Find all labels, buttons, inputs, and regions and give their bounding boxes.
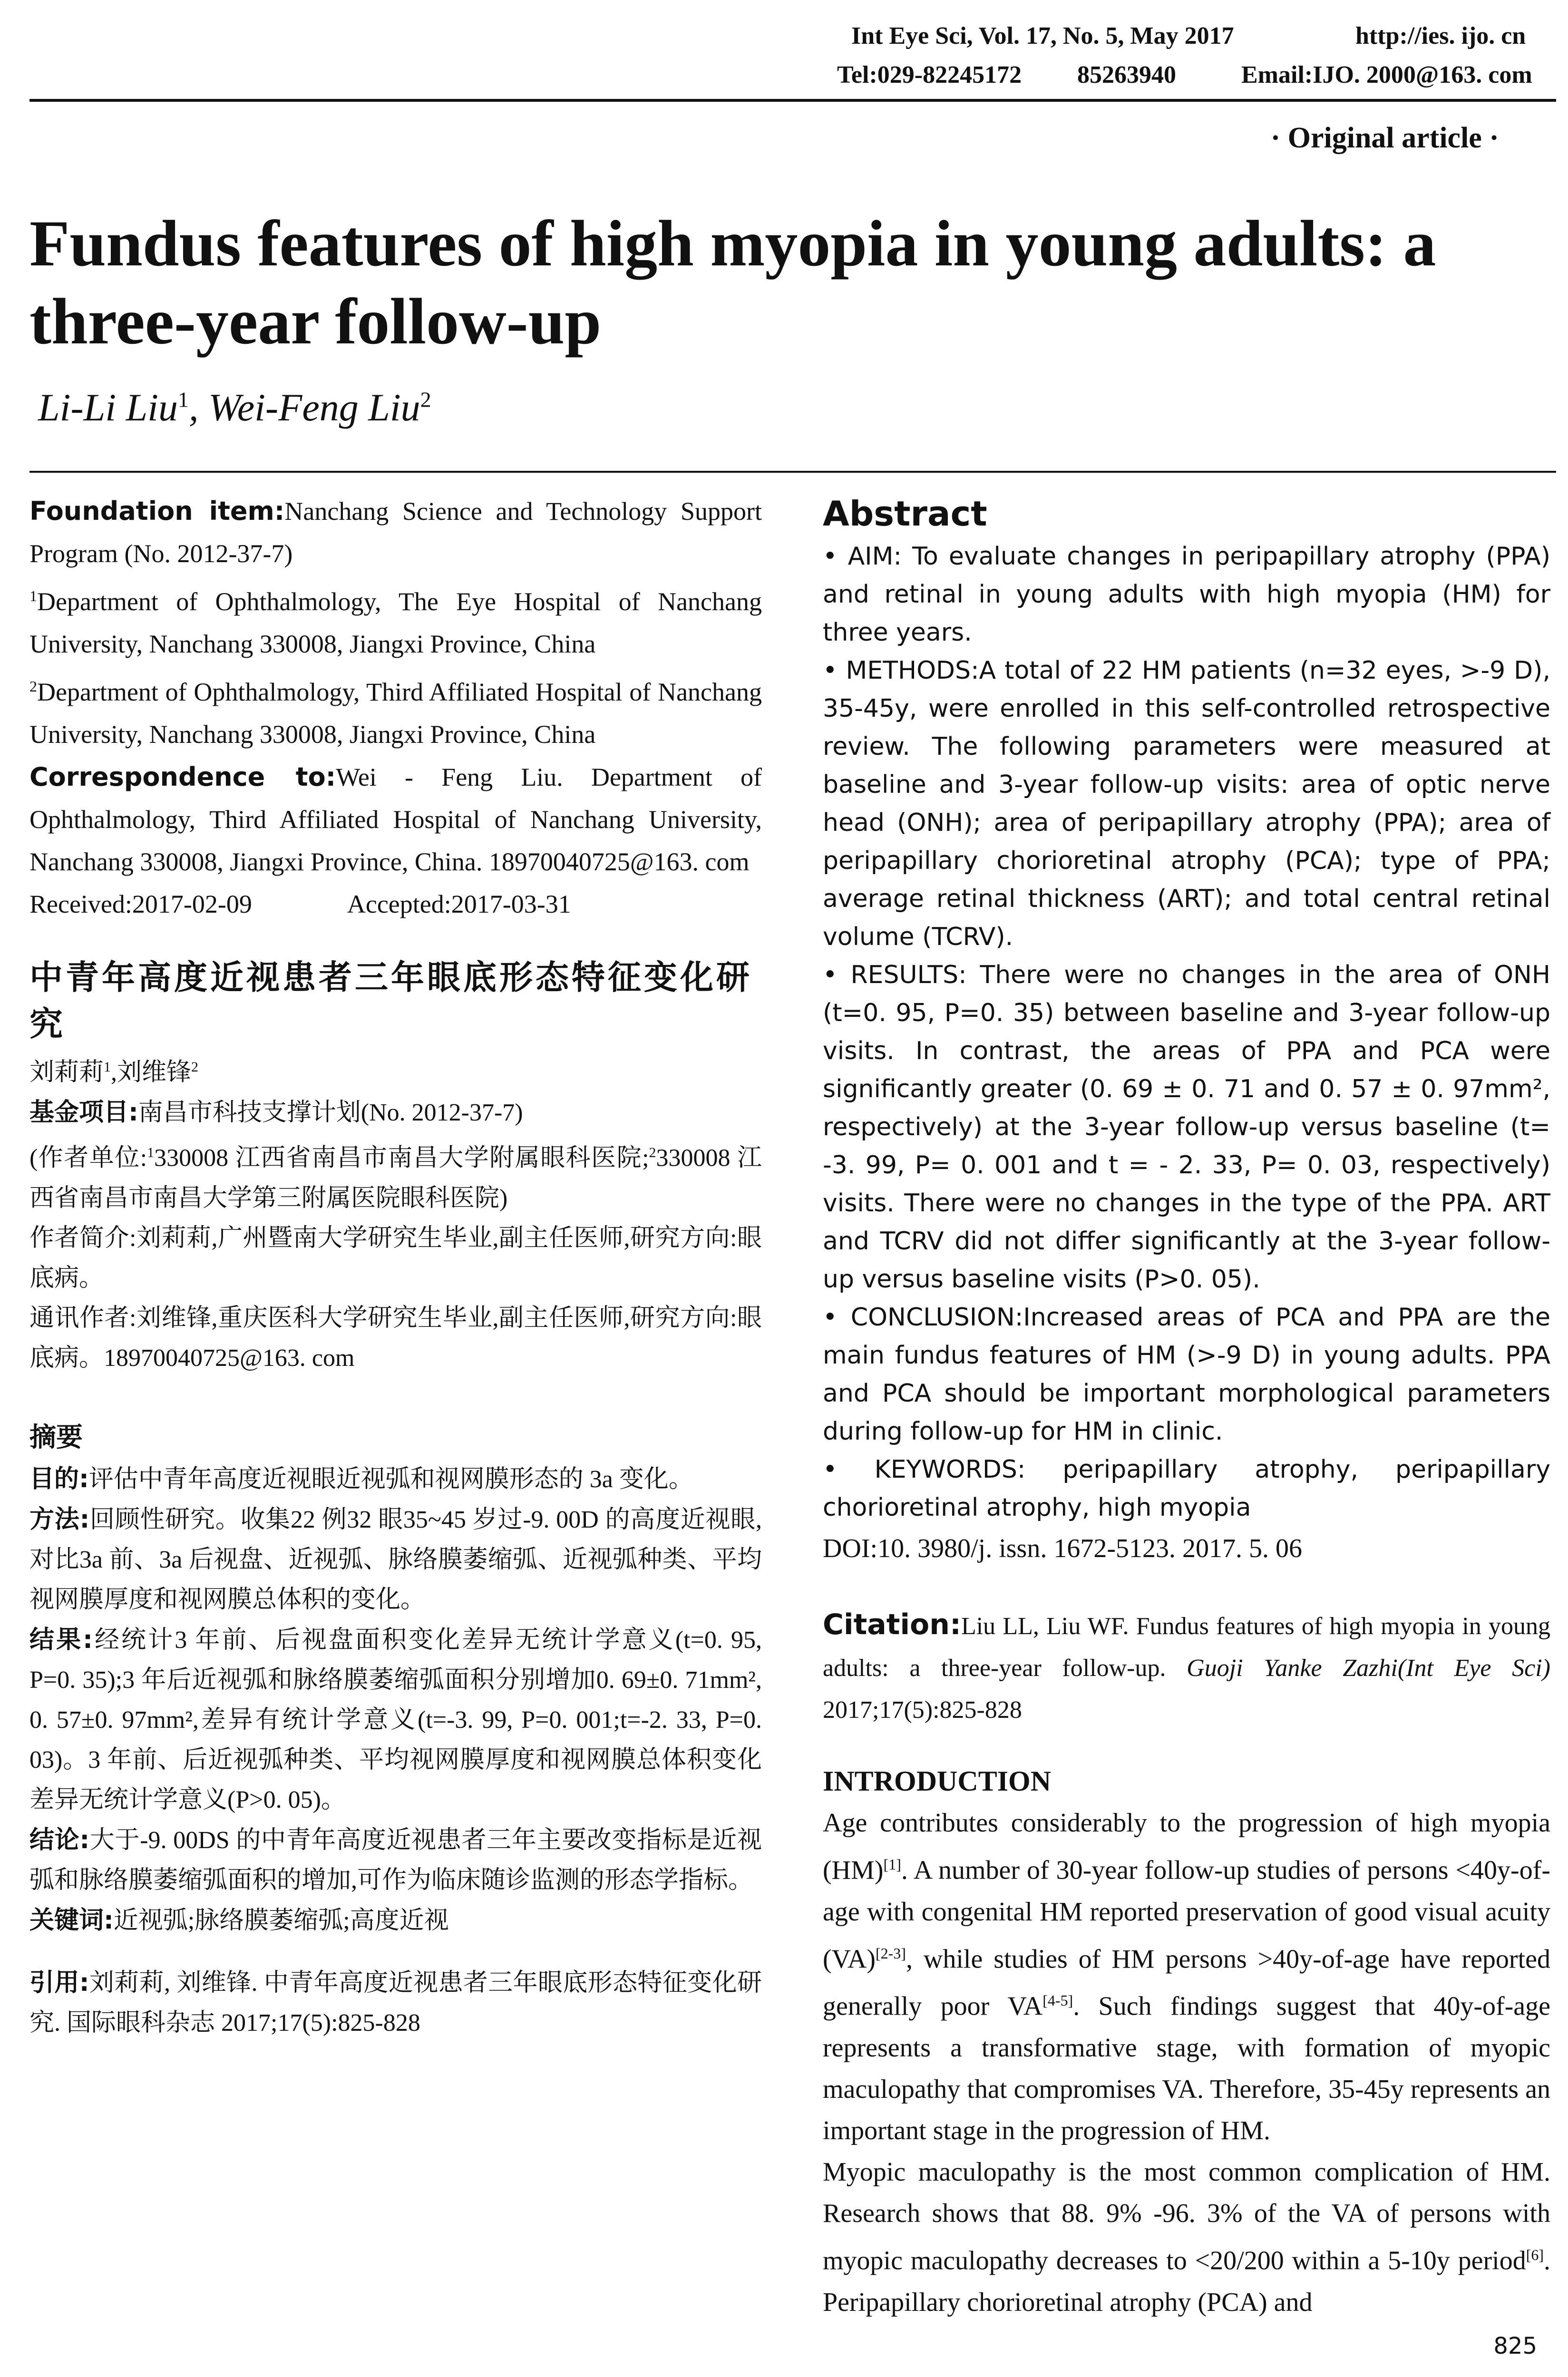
citation-journal: Guoji Yanke Zazhi(Int Eye Sci) <box>1187 1655 1550 1682</box>
chinese-author-2-sup: 2 <box>191 1059 199 1075</box>
chinese-citation-label: 引用: <box>29 1968 89 1997</box>
abstract-results-text: There were no changes in the area of ONH (t=0. 95, P=0. 35) between baseline and 3-year follow-up visits. In contrast, the areas of PPA and PCA were significantly greater (0. 69 ± 0. 71 and 0. 57 ± 0. 97mm², respectively) at the 3-year follow-up versus baseline (t= -3. 99, P= 0. 001 and t = - 2. 33, P= 0. 03, respectively) visits. There were no changes in the type of the PPA. ART and TCRV did not differ significantly at the 3-year follow-up versus baseline visits (P>0. 05). <box>823 961 1551 1294</box>
abstract-conclusion <box>823 1298 1550 1451</box>
chinese-authors <box>29 1047 762 1092</box>
intro-p1-text-b: . A number of 30-year follow-up studies of persons <40y-of-age with congenital HM reported preservation of good visual acuity (VA) <box>823 1855 1550 1974</box>
accepted-date: Accepted:2017-03-31 <box>347 890 571 918</box>
abstract-heading: Abstract <box>823 494 987 534</box>
page-number: 825 <box>1493 2333 1537 2359</box>
abstract-keywords-label: • KEYWORDS: <box>823 1455 1026 1484</box>
author-1-affiliation: 1 <box>177 387 189 412</box>
journal-email[interactable]: Email:IJO. 2000@163. com <box>1241 61 1532 88</box>
abstract-results <box>823 956 1550 1298</box>
affiliation-1 <box>29 575 762 665</box>
author-line <box>38 385 431 430</box>
citation-volume: 2017;17(5):825-828 <box>823 1696 1022 1724</box>
abstract-methods <box>823 652 1550 956</box>
foundation-text: Nanchang Science and Technology Support Program (No. 2012-37-7) <box>29 497 762 568</box>
chinese-result <box>29 1620 762 1820</box>
journal-citation: Int Eye Sci, Vol. 17, No. 5, May 2017 <box>851 22 1234 49</box>
article-title: Fundus features of high myopia in young adults: a three-year follow-up <box>29 207 1436 358</box>
chinese-conclusion-label: 结论: <box>29 1825 90 1854</box>
chinese-corresponding-author: 通讯作者:刘维锋,重庆医科大学研究生毕业,副主任医师,研究方向:眼底病。18970040725@163. com <box>29 1304 762 1372</box>
left-column <box>29 490 762 2043</box>
chinese-units-prefix: (作者单位: <box>29 1144 147 1172</box>
chinese-title: 中青年高度近视患者三年眼底形态特征变化研究 <box>29 958 752 1043</box>
chinese-author-sep: , <box>111 1059 117 1086</box>
journal-contact <box>837 61 1550 89</box>
intro-p2-text-b: . Peripapillary chorioretinal atrophy (PCA) and <box>823 2246 1550 2317</box>
abstract-aim-text: To evaluate changes in peripapillary atrophy (PPA) and retinal in young adults with high myopia (HM) for three years. <box>823 542 1550 647</box>
chinese-unit-1: 330008 江西省南昌市南昌大学附属眼科医院; <box>154 1144 649 1172</box>
introduction-paragraph-1 <box>823 1802 1550 2152</box>
chinese-fund <box>29 1092 762 1133</box>
chinese-unit-2: 330008 江西省南昌市南昌大学第三附属医院眼科医院) <box>29 1144 762 1212</box>
reference-4-5[interactable]: [4-5] <box>1042 1992 1073 2009</box>
abstract-results-label: • RESULTS: <box>823 961 967 989</box>
abstract-keywords-text: peripapillary atrophy, peripapillary chorioretinal atrophy, high myopia <box>823 1455 1551 1522</box>
chinese-keywords-label: 关键词: <box>29 1906 114 1935</box>
chinese-units <box>29 1133 762 1218</box>
chinese-method-text: 回顾性研究。收集22 例32 眼35~45 岁过-9. 00D 的高度近视眼,对比3a 前、3a 后视盘、近视弧、脉络膜萎缩弧、近视弧种类、平均视网膜厚度和视网膜总体积的变化。 <box>29 1506 762 1613</box>
spacer <box>29 1941 762 1963</box>
chinese-fund-text: 南昌市科技支撑计划(No. 2012-37-7) <box>138 1099 523 1127</box>
chinese-unit-2-sup: 2 <box>649 1145 656 1161</box>
chinese-fund-label: 基金项目: <box>29 1098 138 1127</box>
chinese-unit-1-sup: 1 <box>147 1145 155 1161</box>
affiliation-1-text: Department of Ophthalmology, The Eye Hospital of Nanchang University, Nanchang 330008, Jiangxi Province, China <box>29 587 762 658</box>
abstract-keywords <box>823 1451 1550 1527</box>
affiliation-2 <box>29 665 762 756</box>
chinese-conclusion-text: 大于-9. 00DS 的中青年高度近视患者三年主要改变指标是近视弧和脉络膜萎缩弧面积的增加,可作为临床随诊监测的形态学指标。 <box>29 1826 762 1894</box>
introduction-heading: INTRODUCTION <box>823 1765 1052 1797</box>
chinese-abstract-heading: 摘要 <box>29 1422 83 1453</box>
reference-6[interactable]: [6] <box>1526 2246 1544 2263</box>
right-column <box>823 490 1550 2323</box>
intro-p2-text-a: Myopic maculopathy is the most common complication of HM. Research shows that 88. 9% -96. 3% of the VA of persons with myopic maculopathy decreases to <20/200 within a 5-10y period <box>823 2157 1550 2276</box>
foundation-item <box>29 490 762 575</box>
journal-header <box>851 22 1550 50</box>
received-accepted <box>29 883 762 925</box>
correspondence-text: Wei - Feng Liu. Department of Ophthalmology, Third Affiliated Hospital of Nanchang University, Nanchang 330008, Jiangxi Province, China. 18970040725@163. com <box>29 763 762 876</box>
author-separator: , <box>188 386 208 429</box>
chinese-conclusion <box>29 1820 762 1900</box>
abstract-conclusion-text: Increased areas of PCA and PPA are the main fundus features of HM (>-9 D) in young adults. PPA and PCA should be important morphological parameters during follow-up for HM in clinic. <box>823 1303 1551 1446</box>
introduction-paragraph-2 <box>823 2152 1550 2323</box>
chinese-method <box>29 1500 762 1620</box>
chinese-author-bio: 作者简介:刘莉莉,广州暨南大学研究生毕业,副主任医师,研究方向:眼底病。 <box>29 1224 762 1292</box>
chinese-aim-text: 评估中青年高度近视眼近视弧和视网膜形态的 3a 变化。 <box>88 1465 693 1493</box>
chinese-method-label: 方法: <box>29 1505 90 1534</box>
chinese-keywords <box>29 1900 762 1941</box>
abstract-methods-label: • METHODS: <box>823 656 979 685</box>
citation-label: Citation: <box>823 1608 961 1641</box>
affiliation-1-marker: 1 <box>29 587 37 604</box>
author-2-affiliation: 2 <box>420 387 431 412</box>
abstract-methods-text: A total of 22 HM patients (n=32 eyes, >-9 D), 35-45y, were enrolled in this self-controlled retrospective review. The following parameters were measured at baseline and 3-year follow-up visits: area of optic nerve head (ONH); area of peripapillary atrophy (PPA); area of peripapillary chorioretinal atrophy (PCA); type of PPA; average retinal thickness (ART); and total central retinal volume (TCRV). <box>823 656 1550 951</box>
correspondence-label: Correspondence to: <box>29 762 336 792</box>
affiliation-2-marker: 2 <box>29 678 37 695</box>
reference-2-3[interactable]: [2-3] <box>875 1944 906 1962</box>
journal-url[interactable]: http://ies. ijo. cn <box>1355 22 1526 49</box>
chinese-author-2: 刘维锋 <box>117 1059 192 1086</box>
received-date: Received:2017-02-09 <box>29 890 252 918</box>
reference-1[interactable]: [1] <box>883 1856 901 1873</box>
intro-p1-text-a: Age contributes considerably to the progression of high myopia (HM) <box>823 1808 1550 1885</box>
affiliation-2-text: Department of Ophthalmology, Third Affiliated Hospital of Nanchang University, Nanchang 330008, Jiangxi Province, China <box>29 678 762 749</box>
intro-p1-text-d: . Such findings suggest that 40y-of-age represents a transformative stage, with formation of myopic maculopathy that compromises VA. Therefore, 35-45y represents an important stage in the progression of HM. <box>823 1991 1550 2145</box>
abstract-aim-label: • AIM: <box>823 542 902 571</box>
correspondence <box>29 756 762 883</box>
author-1: Li-Li Liu <box>38 386 178 429</box>
chinese-author-1: 刘莉莉 <box>29 1059 104 1086</box>
chinese-result-text: 经统计3 年前、后视盘面积变化差异无统计学意义(t=0. 95, P=0. 35);3 年后近视弧和脉络膜萎缩弧面积分别增加0. 69±0. 71mm², 0. 57±0. 97mm²,差异有统计学意义(t=-3. 99, P=0. 001;t=-2. 33, P=0. 03)。3 年前、后近视弧种类、平均视网膜厚度和视网膜总体积变化差异无统计学意义(P>0. 05)。 <box>29 1626 762 1813</box>
citation-text: Liu LL, Liu WF. Fundus features of high myopia in young adults: a three-year follow-up. <box>823 1613 1550 1682</box>
abstract-conclusion-label: • CONCLUSION: <box>823 1303 1023 1332</box>
journal-fax: 85263940 <box>1077 61 1176 88</box>
chinese-author-1-sup: 1 <box>104 1059 111 1075</box>
foundation-label: Foundation item: <box>29 496 285 526</box>
citation <box>823 1604 1550 1731</box>
chinese-keywords-text: 近视弧;脉络膜萎缩弧;高度近视 <box>113 1907 449 1934</box>
chinese-citation <box>29 1963 762 2043</box>
title-rule <box>29 471 1556 473</box>
author-2: Wei-Feng Liu <box>208 386 420 429</box>
intro-p1-text-c: , while studies of HM persons >40y-of-age have reported generally poor VA <box>823 1944 1550 2021</box>
chinese-aim <box>29 1459 762 1500</box>
chinese-aim-label: 目的: <box>29 1464 89 1493</box>
chinese-result-label: 结果: <box>29 1625 93 1654</box>
article-type: · Original article · <box>1270 122 1499 154</box>
doi[interactable]: DOI:10. 3980/j. issn. 1672-5123. 2017. 5. 06 <box>823 1534 1302 1563</box>
header-rule <box>29 99 1556 102</box>
chinese-citation-text: 刘莉莉, 刘维锋. 中青年高度近视患者三年眼底形态特征变化研究. 国际眼科杂志 2017;17(5):825-828 <box>29 1969 762 2036</box>
journal-tel: Tel:029-82245172 <box>837 61 1022 88</box>
abstract-aim <box>823 537 1550 652</box>
